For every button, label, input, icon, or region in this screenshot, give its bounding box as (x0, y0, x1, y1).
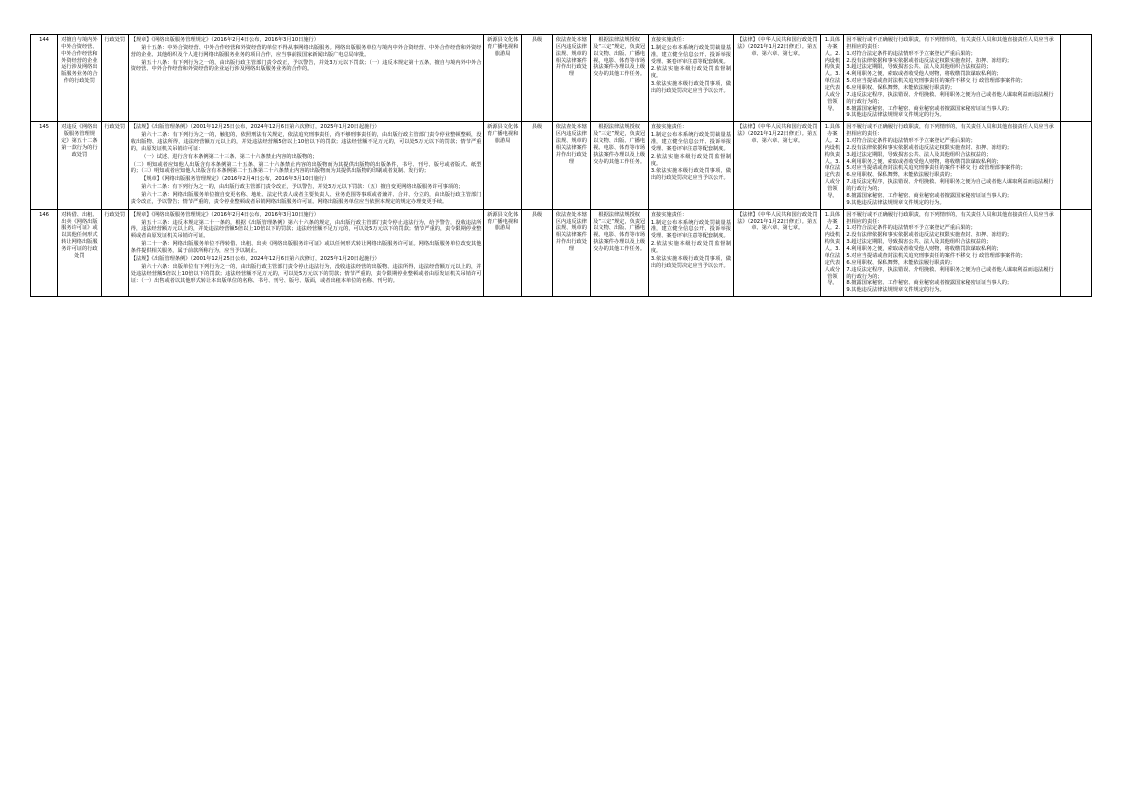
implementing-agency: 新源县文化体育广播电视和旅游局 (484, 35, 521, 122)
accountability-items (844, 122, 1060, 209)
acc-line: 因不履行或不正确履行行政职责，有下列情形的，有关责任人员和其他直接责任人员应当承担相应的责任： (846, 37, 1054, 50)
acc-line: 因不履行或不正确履行行政职责，有下列情形的，有关责任人员和其他直接责任人员应当承担相应的责任： (846, 124, 1054, 138)
duty-line: 2.依法实施本级行政处罚监督制度。 (650, 153, 732, 167)
acc-line: 7.违反法定程序，执法错误、介绍挽救、利用职务之便为自己或者他人谋取利益而违法履行的行政行为的； (846, 91, 1054, 105)
acc-line: 8.擅露国家秘密、工作秘密、商业秘密或者擅露国家秘密证证当事人的； (846, 105, 1013, 112)
level: 县级 (521, 122, 552, 209)
accountability-items (844, 35, 1060, 122)
acc-line: 6.应用职权、保私舞弊，未能依法履行职责的； (846, 172, 956, 179)
acc-line: 1.对符合法定条件的违法情形不予立案登记严重后果的； (846, 138, 976, 145)
note (1060, 35, 1091, 122)
table-row (31, 122, 1092, 209)
punishment-kinds: 依法查处本辖区内违反法律法规、规章的相关法律案件并作出行政处理 (553, 122, 590, 209)
discretion-standard: 根据法律法规授权及“三定”规定，负责冠以文物、出版、广播电视、电影、体育等市场执法案件办理以及上级交办的其他工作任务。 (590, 35, 648, 122)
basis-line: 第六十二条：有下列行为之一的，由出版行政主管部门责令改正，予以警告，并处3万元以下罚款：（五）擅自变更网络出版服务许可事项的； (141, 184, 464, 191)
basis-line: 第六十二条：有下列行为之一的，触犯的，依照刑法有关规定，依法追究刑事责任，尚不够刑事责任的，由出版行政主管部门责令停业整顿整顿，没收出版物、违法所得，违法经营额万元以上的，并处违法经营额5倍以上10倍以下的罚款；违法经营额不足万元的，可以处5万元以下的罚款；情节严重的，由原发证机关吊销许可证： (130, 132, 482, 152)
acc-line: 9.其他违反法律法规规章文件规定的行为。 (846, 112, 945, 119)
acc-line: 4.利用职务之便，索取或者收受他人财物，将收缴罚款谋取私利的； (846, 158, 1002, 165)
discretion-standard: 根据法律法规授权及“三定”规定，负责冠以文物、出版、广播电视、电影、体育等市场执法案件办理以及上级交办的其他工作任务。 (590, 122, 648, 209)
duty-line: 直接实施责任： (650, 211, 688, 218)
accountability-basis: 【法律】《中华人民共和国行政处罚法》（2021年1月22日修正）。第五章、第六章、第七章。 (734, 209, 821, 296)
item-type: 行政处罚 (101, 122, 128, 209)
acc-line: 3.超过法定期限，导致损害公共、法人及其他组织合法权益的； (846, 64, 992, 71)
row-number: 145 (31, 122, 58, 209)
acc-line: 2.没有法律依据和事实依据或者违反法定权限实施查封、扣押、冻结的； (846, 144, 1013, 151)
acc-line: 7.违反法定程序，执法错误、介绍挽救、利用职务之便为自己或者他人谋取利益而违法履行的行政行为的； (846, 179, 1054, 193)
accountability-basis: 【法律】《中华人民共和国行政处罚法》（2021年1月22日修正）。第五章、第六章、第七章。 (734, 122, 821, 209)
basis-line: 第五十三条：违反本规定第二十一条的，根据《出版管理条例》第六十六条的规定，由出版行政主管部门责令停止违法行为，给予警告，没收违法所得，违法经营额万元以上的，并处违法经营额5倍以上10倍以下的罚款；违法经营额不足万元的，可以处5万元以下的罚款；情节严重的，责令限期停业整顿或者由原发证机关吊销许可证。 (130, 219, 482, 240)
acc-line: 8.擅露国家秘密、工作秘密、商业秘密或者擅露国家秘密证证当事人的； (846, 192, 1013, 199)
item-name: 对擅自与境内外中外合资经营、中外合作经营和外资经营的企业运行涉及网络出版服务业务的合作的行政处罚 (58, 35, 102, 122)
responsible-persons: 1.具体办案人。2.内设机构负责人。3.单位法定代表人或分管领导。 (821, 35, 844, 122)
table-body (31, 35, 1092, 297)
note (1060, 122, 1091, 209)
acc-line: 4.利用职务之便，索取或者收受他人财物，将收缴罚款谋取私利的； (846, 71, 1002, 78)
duty-line: 直接实施责任： (650, 124, 688, 131)
acc-line: 4.利用职务之便，索取或者收受他人财物，将收缴罚款谋取私利的； (846, 246, 1002, 253)
implementing-agency: 新源县文化体育广播电视和旅游局 (484, 209, 521, 296)
punishment-kinds: 依法查处本辖区内违反法律法规、规章的相关法律案件并作出行政处理 (553, 35, 590, 122)
duty-items (648, 209, 733, 296)
basis-line: 第二十一条：网络出版服务单位不得转借、出租、出卖《网络出版服务许可证》或以任何形式转让网络出版服务许可证。网络出版服务单位改变其他条件提供相关服务，属于前款所称行为，应当予以制止。 (130, 241, 482, 255)
acc-line: 因不履行或不正确履行行政职责，有下列情形的，有关责任人员和其他直接责任人员应当承担相应的责任： (846, 211, 1054, 225)
responsible-persons: 1.具体办案人。2.内设机构负责人。3.单位法定代表人或分管领导。 (821, 122, 844, 209)
note (1060, 209, 1091, 296)
basis-line: 第六十六条：出版单位有下列行为之一的，由出版行政主管部门责令停止违法行为，没收违法经营的出版物、违法所得，违法经营额万元以上的，并处违法经营额5倍以上10倍以下的罚款；违法经营额不足万元的，可以处5万元以下的罚款；情节严重的，责令限期停业整顿或者由原发证机关吊销许可证：（一）出售或者以其他形式转让本出版单位的名称、书号、刊号、版号、版面，或者出租本单位的名称、刊号的。 (130, 263, 482, 284)
basis-line: 第五十八条：有下列行为之一的，由出版行政主管部门责令改正，予以警告，并处3万元以下罚款；（一）违反本规定第十五条，擅自与境内外中外合资经营、中外合作经营和外资经营的企业运行涉及网络出版服务业务的合作的。 (130, 59, 482, 73)
accountability-basis: 【法律】《中华人民共和国行政处罚法》（2021年1月22日修正）。第五章、第六章、第七章。 (734, 35, 821, 122)
item-name: 对转借、出租、出卖《网络出版服务许可证》或以其他任何形式转让网络出版服务许可证的行政处罚 (58, 209, 102, 296)
acc-line: 5.对应当提请或查封法机关追究刑事责任的案件不移交 行 政管理部事案件的； (846, 78, 1026, 85)
level: 县级 (521, 209, 552, 296)
table-row (31, 35, 1092, 122)
implementing-agency: 新源县文化体育广播电视和旅游局 (484, 122, 521, 209)
basis-line: （一）试述、进行含有本条例第二十三条、第二十六条禁止内容的出版物的； (141, 153, 318, 160)
duty-line: 3.依法实施本级行政处罚事项，做出的行政处罚决定应当予以公开。 (650, 168, 732, 182)
row-number: 146 (31, 209, 58, 296)
acc-line: 5.对应当提请或查封法机关追究刑事责任的案件不移交 行 政管理部事案件的； (846, 165, 1026, 172)
duty-line: 1.制定公布本系统行政处罚裁量基准，建立健全信息公开、投诉举报受理、案卷评审注意等配套制度。 (650, 219, 732, 240)
basis-line: 【规章】《网络出版服务管理规定》（2016年2月4日公布，2016年3月10日施行） (130, 211, 319, 218)
basis-line: 【法规】《出版管理条例》（2001年12月25日公布，2024年12月6日第六次修订，2025年1月20日起施行） (130, 255, 380, 262)
legal-basis (128, 35, 484, 122)
duty-line: 1.制定公布本系统行政处罚裁量基准，建立健全信息公开、投诉举报受理、案卷评审注意等配套制度。 (650, 132, 732, 152)
duty-items (648, 35, 733, 122)
acc-line: 9.其他违反法律法规规章文件规定的行为。 (846, 199, 945, 206)
duty-line: 2.依法实施本级行政处罚监督制度。 (650, 241, 732, 255)
row-number: 144 (31, 35, 58, 122)
duty-line: 3.依法实施本级行政处罚事项，做出的行政处罚决定应当予以公开。 (650, 255, 732, 269)
acc-line: 1.对符合法定条件的违法情形不予立案登记严重后果的； (846, 225, 976, 232)
acc-line: 1.对符合法定条件的违法情形不予立案登记严重后果的； (846, 50, 976, 57)
acc-line: 2.没有法律依据和事实依据或者违反法定权限实施查封、扣押、冻结的； (846, 232, 1013, 239)
basis-line: 第十五条：中外合资经营、中外合作经营和外资经营的单位不得从事网络出版服务。网络出版服务单位与境内中外合资经营、中外合作经营和外资经营的企业、其他组织及个人进行网络出版服务业务的项目合作，应当事前报国家新闻出版广电总局审批。 (130, 44, 482, 58)
legal-basis (128, 209, 484, 296)
duty-line: 直接实施责任： (650, 37, 688, 43)
duty-items (648, 122, 733, 209)
acc-line: 5.对应当提请或查封法机关追究刑事责任的案件不移交 行 政管理部事案件的； (846, 252, 1026, 259)
item-name: 对违反《网络出版服务管理规定》第五十二条第一款行为的行政处罚 (58, 122, 102, 209)
table-row (31, 209, 1092, 296)
duty-line: 1.制定公布本系统行政处罚裁量基准，建立健全信息公开、投诉举报受理、案卷评审注意等配套制度。 (650, 44, 732, 65)
item-type: 行政处罚 (101, 209, 128, 296)
basis-line: 【规章】《网络出版服务管理规定》（2016年2月4日公布，2016年3月10日施行） (141, 176, 330, 183)
acc-line: 3.超过法定期限，导致损害公共、法人及其他组织合法权益的； (846, 239, 992, 246)
acc-line: 6.应用职权、保私舞弊，未能依法履行职责的； (846, 85, 956, 92)
basis-line: 第六十二条：网络出版服务单位擅自变更名称、地址、法定代表人或者主要负责人、业务范围等事项或者兼并、合并、分立的，由出版行政主管部门责令改正，予以警告；情节严重的，责令停业整顿或者吊销网络出版服务许可证。网络出版服务单位应当依照本规定的规定办理变更手续。 (130, 192, 482, 205)
acc-line: 6.应用职权、保私舞弊，未能依法履行职责的； (846, 259, 956, 266)
responsible-persons: 1.具体办案人。2.内设机构负责人。3.单位法定代表人或分管领导。 (821, 209, 844, 296)
punishment-kinds: 依法查处本辖区内违反法律法规、规章的相关法律案件并作出行政处理 (553, 209, 590, 296)
basis-line: 【规章】《网络出版服务管理规定》（2016年2月4日公布，2016年3月10日施行） (130, 37, 319, 43)
acc-line: 3.超过法定期限，导致损害公共、法人及其他组织合法权益的； (846, 151, 992, 158)
item-type: 行政处罚 (101, 35, 128, 122)
level: 县级 (521, 35, 552, 122)
discretion-standard: 根据法律法规授权及“三定”规定，负责冠以文物、出版、广播电视、电影、体育等市场执法案件办理以及上级交办的其他工作任务。 (590, 209, 648, 296)
acc-line: 9.其他违反法律法规规章文件规定的行为。 (846, 287, 945, 294)
duty-line: 2.依法实施本级行政处罚监督制度。 (650, 66, 732, 80)
acc-line: 8.擅露国家秘密、工作秘密、商业秘密或者擅露国家秘密证证当事人的； (846, 280, 1013, 287)
legal-basis (128, 122, 484, 209)
accountability-items (844, 209, 1060, 296)
basis-line: （二）明知或者应知他人出版含有本条例第二十五条、第二十六条禁止内容的出版物而为其提供出版物的出版条件，书号、刊号、版号或者版式、纸型的；（三）明知或者应知他人出版含有本条例第二十五条第二十六条禁止内容的出版物而为其提供出版物的印刷或者复制、发行的； (130, 161, 482, 175)
regulation-table (30, 34, 1092, 297)
basis-line: 【法规】《出版管理条例》（2001年12月25日公布，2024年12月6日第六次修订，2025年1月20日起施行） (130, 124, 380, 131)
acc-line: 7.违反法定程序，执法错误、介绍挽救、利用职务之便为自己或者他人谋取利益而违法履行的行政行为的； (846, 266, 1054, 280)
acc-line: 2.没有法律依据和事实依据或者违反法定权限实施查封、扣押、冻结的； (846, 57, 1013, 64)
duty-line: 3.依法实施本级行政处罚事项，做出的行政处罚决定应当予以公开。 (650, 81, 732, 95)
